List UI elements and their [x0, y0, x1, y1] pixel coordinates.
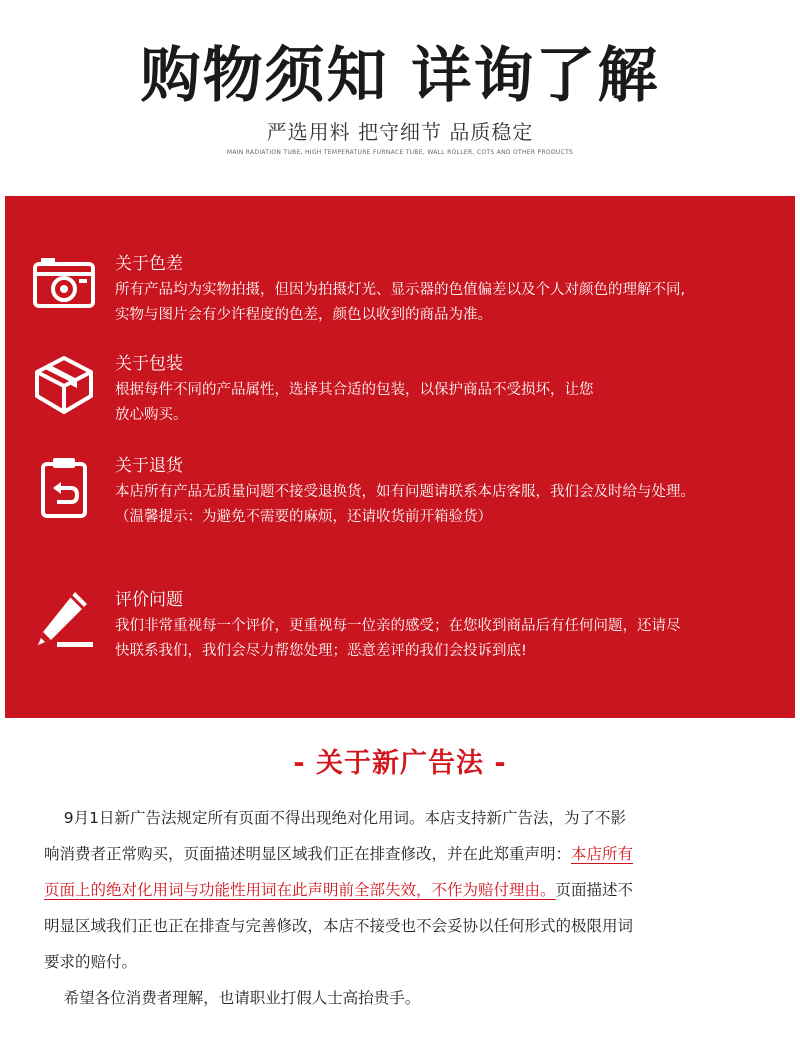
- notice-title: 评价问题: [115, 590, 183, 610]
- notice-title: 关于色差: [115, 254, 183, 274]
- notice-text: 我们非常重视每一个评价，更重视每一位亲的感受；在您收到商品后有任何问题，还请尽 快联系我们，我们会尽力帮您处理；恶意差评的我们会投诉到底!: [115, 618, 681, 659]
- page-tagline: MAIN RADIATION TUBE, HIGH TEMPERATURE FURNACE TUBE, WALL ROLLER, COTS AND OTHER PRODUCTS: [226, 149, 574, 156]
- law-highlight: 页面上的绝对化用词与功能性用词在此声明前全部失效，不作为赔付理由。: [44, 881, 556, 899]
- page-subtitle: 严选用料 把守细节 品质稳定: [266, 120, 534, 144]
- notice-title: 关于退货: [115, 456, 183, 476]
- return-clipboard-icon: [31, 454, 97, 520]
- law-line: 9月1日新广告法规定所有页面不得出现绝对化用词。本店支持新广告法，为了不影: [63, 809, 626, 827]
- law-highlight: 本店所有: [571, 845, 634, 863]
- notice-title: 关于包装: [115, 354, 183, 374]
- notice-text: 所有产品均为实物拍摄，但因为拍摄灯光、显示器的色值偏差以及个人对颜色的理解不同, 实物与图片会有少许程度的色差，颜色以收到的商品为准。: [115, 282, 686, 323]
- notice-panel: [5, 196, 795, 718]
- package-box-icon: [31, 352, 97, 418]
- camera-icon: [31, 252, 97, 318]
- law-line: 响消费者正常购买，页面描述明显区域我们正在排查修改，并在此郑重声明：本店所有: [44, 845, 634, 863]
- law-line: 明显区域我们正也正在排查与完善修改，本店不接受也不会妥协以任何形式的极限用词: [44, 917, 634, 935]
- law-line: 要求的赔付。: [44, 953, 138, 971]
- notice-text: 根据每件不同的产品属性，选择其合适的包装，以保护商品不受损坏，让您 放心购买。: [115, 382, 594, 423]
- law-line: 页面上的绝对化用词与功能性用词在此声明前全部失效，不作为赔付理由。页面描述不: [44, 881, 634, 899]
- notice-text: 本店所有产品无质量问题不接受退换货，如有问题请联系本店客服，我们会及时给与处理。 （温馨提示：为避免不需要的麻烦，还请收货前开箱验货）: [115, 484, 695, 525]
- header: [0, 0, 800, 196]
- law-line: 希望各位消费者理解，也请职业打假人士高抬贵手。: [63, 989, 421, 1007]
- page-title: 购物须知 详询了解: [140, 41, 660, 111]
- pencil-icon: [31, 588, 97, 654]
- law-section-title: - 关于新广告法 -: [293, 748, 507, 779]
- law-statement: [44, 800, 759, 1016]
